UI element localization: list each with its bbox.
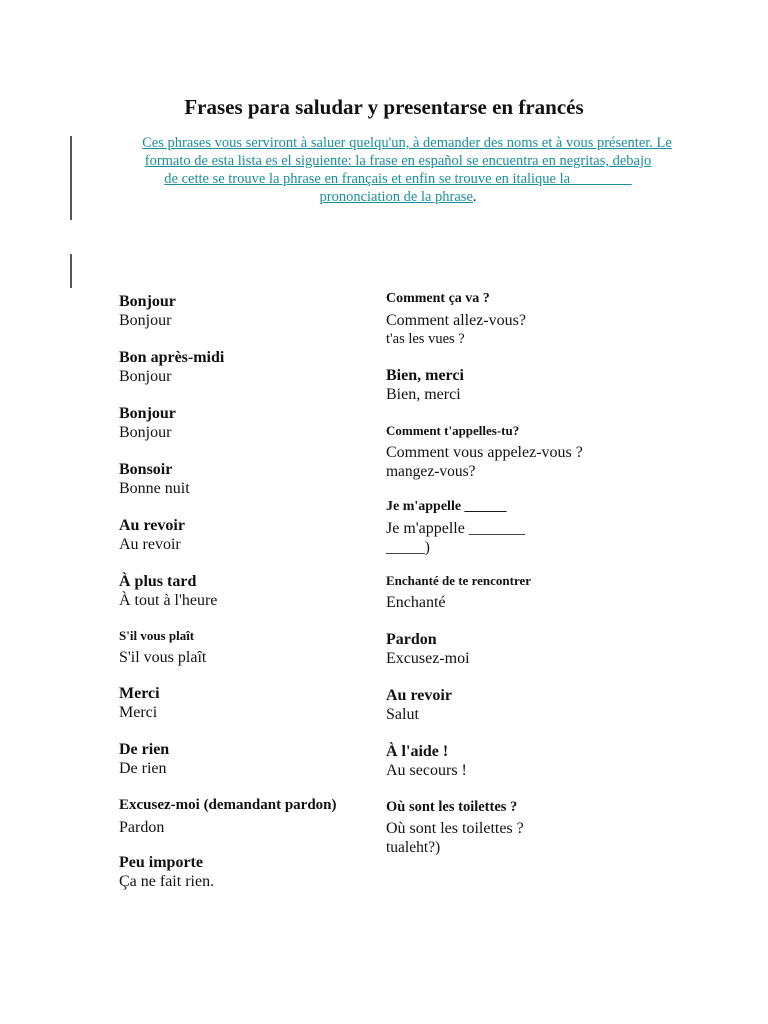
intro-line-pad: [570, 171, 632, 187]
phrase-bold: Comment ça va ?: [386, 291, 490, 306]
phrase-translation: Salut: [386, 706, 419, 723]
phrase-bold: À l'aide !: [386, 743, 449, 760]
margin-change-bar: [70, 136, 72, 220]
intro-end-period: .: [472, 189, 477, 205]
phrase-entry: [119, 404, 369, 442]
phrase-bold: Au revoir: [119, 517, 185, 534]
phrase-translation: Excusez-moi: [386, 650, 470, 667]
phrase-bold: Où sont les toilettes ?: [386, 799, 518, 815]
phrase-bold: Bonjour: [119, 405, 176, 422]
phrase-translation: Bien, merci: [386, 386, 461, 403]
intro-line: Ces phrases vous serviront à saluer quelqu'un, à demander des noms et à vous présenter. Le: [142, 135, 672, 151]
phrase-entry: [119, 516, 369, 554]
margin-change-bar: [70, 254, 72, 288]
phrase-extra: tualeht?): [386, 839, 441, 856]
phrase-bold: À plus tard: [119, 573, 197, 590]
phrase-entry: [386, 742, 666, 780]
phrase-entry: [386, 290, 666, 349]
phrase-bold: Je m'appelle ______: [386, 499, 507, 514]
phrase-entry: [386, 498, 666, 557]
phrase-translation: Où sont les toilettes ?: [386, 820, 524, 837]
phrase-entry: [119, 460, 369, 498]
phrase-bold: Excusez-moi (demandant pardon): [119, 797, 337, 813]
phrase-translation: Pardon: [119, 819, 165, 836]
phrase-entry: [119, 572, 369, 610]
phrase-bold: Bonjour: [119, 293, 176, 310]
phrase-translation: De rien: [119, 760, 167, 777]
phrase-entry: [386, 572, 666, 612]
phrase-bold: S'il vous plaît: [119, 628, 195, 643]
phrase-translation: Je m'appelle _______: [386, 520, 525, 537]
phrase-entry: [386, 686, 666, 724]
phrase-bold: De rien: [119, 741, 170, 758]
phrase-bold: Bon après-midi: [119, 349, 225, 366]
phrase-entry: [386, 422, 666, 481]
page-title: Frases para saludar y presentarse en francés: [184, 95, 584, 119]
phrase-entry: [119, 348, 369, 386]
phrase-extra: mangez-vous?: [386, 463, 476, 480]
phrase-translation: Bonne nuit: [119, 480, 190, 497]
phrase-extra: _____): [386, 539, 430, 556]
phrase-entry: [119, 853, 369, 891]
phrase-translation: Comment vous appelez-vous ?: [386, 444, 583, 461]
phrase-bold: Bonsoir: [119, 461, 173, 478]
phrase-entry: [119, 740, 369, 778]
phrase-entry: [386, 366, 666, 404]
intro-line-text: prononciation de la phrase: [319, 189, 473, 205]
phrase-bold: Au revoir: [386, 687, 452, 704]
phrase-entry: [119, 796, 369, 837]
phrase-translation: Merci: [119, 704, 158, 721]
phrase-translation: Bonjour: [119, 424, 172, 441]
phrase-translation: À tout à l'heure: [119, 592, 218, 609]
phrase-translation: S'il vous plaît: [119, 649, 207, 666]
phrase-bold: Merci: [119, 685, 160, 702]
phrase-entry: [119, 627, 369, 667]
phrase-entry: [386, 630, 666, 668]
phrase-translation: Bonjour: [119, 368, 172, 385]
phrase-translation: Bonjour: [119, 312, 172, 329]
phrase-bold: Pardon: [386, 631, 437, 648]
phrase-entry: [386, 798, 666, 857]
intro-paragraph: [118, 134, 678, 206]
intro-line: formato de esta lista es el siguiente: la frase en español se encuentra en negritas, debajo: [144, 153, 652, 169]
intro-line: [118, 188, 678, 206]
phrase-bold: Comment t'appelles-tu?: [386, 423, 520, 438]
phrase-entry: [119, 292, 369, 330]
phrase-bold: Bien, merci: [386, 367, 464, 384]
phrase-translation: Comment allez-vous?: [386, 312, 526, 329]
phrase-bold: Peu importe: [119, 854, 203, 871]
phrase-translation: Au secours !: [386, 762, 467, 779]
phrase-entry: [119, 684, 369, 722]
phrase-translation: Enchanté: [386, 594, 446, 611]
phrase-translation: Ça ne fait rien.: [119, 873, 215, 890]
phrase-extra: t'as les vues ?: [386, 331, 465, 347]
phrase-bold: Enchanté de te rencontrer: [386, 573, 532, 588]
intro-line: [118, 170, 678, 188]
phrase-translation: Au revoir: [119, 536, 181, 553]
intro-line-text: de cette se trouve la phrase en français et enfin se trouve en italique la: [164, 171, 571, 187]
